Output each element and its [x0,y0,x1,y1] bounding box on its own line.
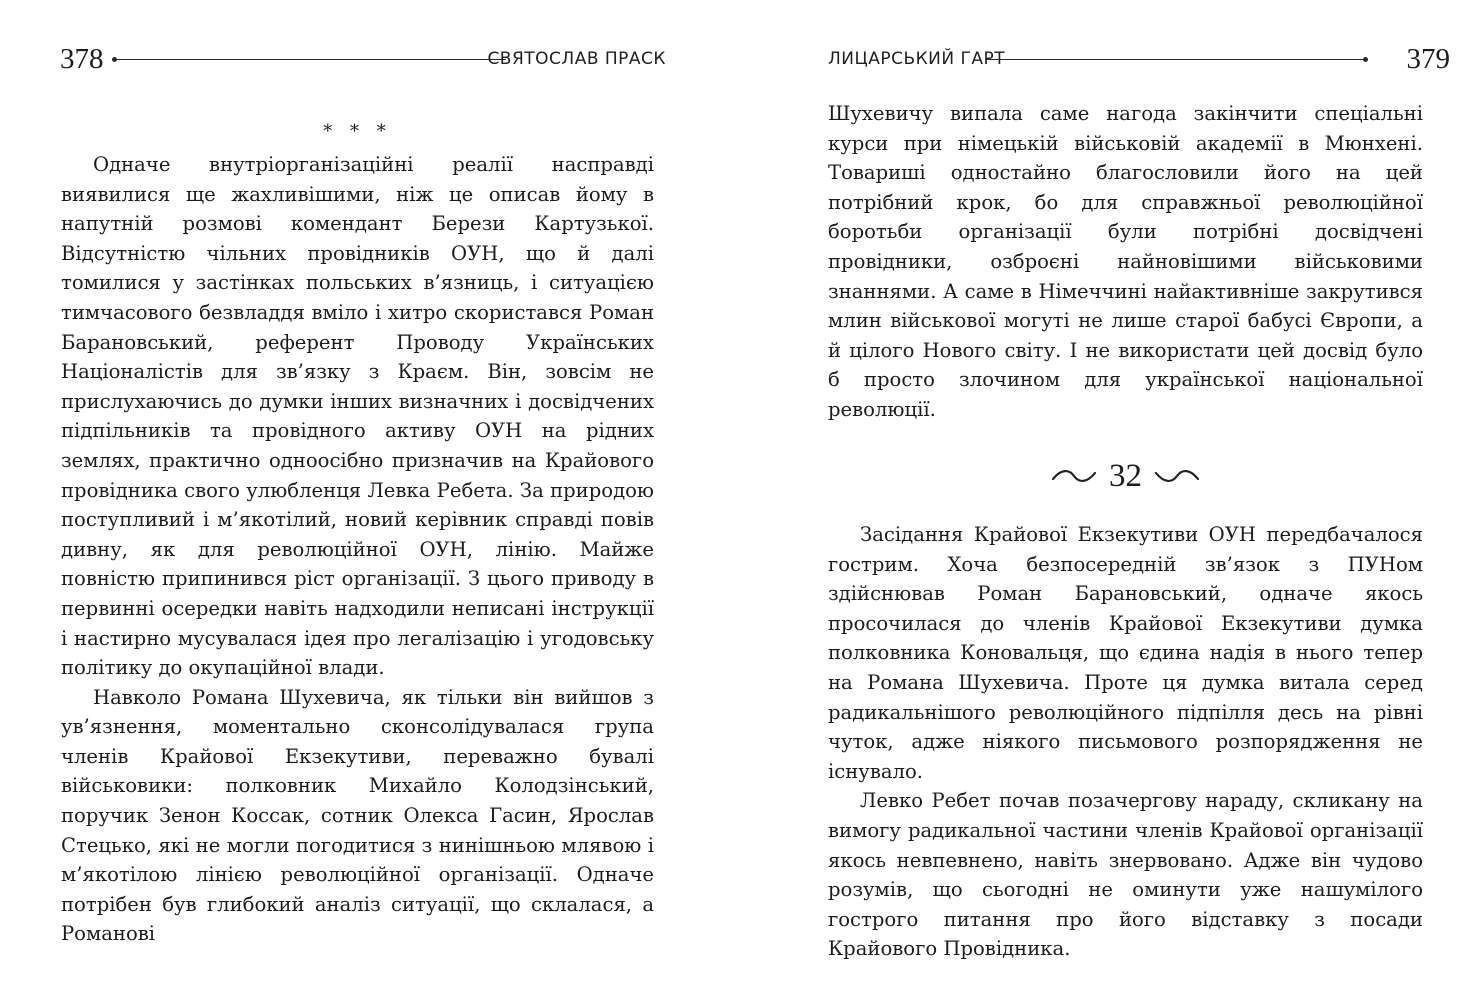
right-page [728,0,1457,1000]
right-body-text-top [828,99,1423,425]
paragraph: Одначе внутріорганізаційні реалії насправді виявилися ще жахливішими, ніж це описав йому в напутній розмові комендант Берези Картузької. Відсутністю чільних провідників ОУН, що й далі томилися у застінках польських в’язниць, і ситуацією тимчасового безвладдя вміло і хитро скористався Роман Барановський, референт Проводу Українських Націоналістів для зв’язку з Краєм. Він, зовсім не прислухаючись до думки інших визначних і досвідчених підпільників та провідного активу ОУН на рідних землях, практично одноосібно призначив на Крайового провідника свого улюбленця Левка Ребета. За природою поступливий і м’якотілий, новий керівник справді повів дивну, як для революційної ОУН, лінію. Майже повністю припинився ріст організації. З цього приводу в первинні осередки навіть надходили неписані інструкції і настирно мусувалася ідея про легалізацію і угодовську політику до окупаційної влади. [61,153,654,680]
left-body-text [61,150,654,949]
swash-ornament-left-icon [1051,466,1097,486]
chapter-heading [828,456,1423,496]
swash-ornament-right-icon [1154,466,1200,486]
paragraph: Навколо Романа Шухевича, як тільки він вийшов з ув’язнення, моментально сконсолідувалася група членів Крайової Екзекутиви, переважно бувалі військовики: полковник Михайло Колодзінський, поручик Зенон Коссак, сотник Олекса Гасин, Ярослав Стецько, які не могли погодитися з нинішньою млявою і м’якотілою лінією революційної організації. Одначе потрібен був глибокий аналіз ситуації, що склалася, а Романові [61,685,654,946]
author-name: СВЯТОСЛАВ ПРАСК [487,49,666,69]
page-number-left: 378 [60,43,104,75]
left-running-head [60,42,666,78]
header-rule-left [114,59,506,60]
book-title: ЛИЦАРСЬКИЙ ГАРТ [828,49,1006,69]
chapter-number: 32 [1109,458,1142,494]
paragraph: Засідання Крайової Екзекутиви ОУН передбачалося гострим. Хоча безпосередній зв’язок з ПУНом здійснював Роман Барановський, одначе якось просочилася до членів Крайової Екзекутиви думка полковника Коновальця, що єдина надія в нього тепер на Романа Шухевича. Проте ця думка витала серед радикальнішого революційного підпілля десь на рівні чуток, адже ніякого письмового розпорядження не існувало. [828,523,1423,783]
paragraph: Шухевичу випала саме нагода закінчити спеціальні курси при німецькій військовій академії в Мюнхені. Товариші одностайно благословили його на цей потрібний крок, бо для справжньої революційної боротьби організації були потрібні досвідчені провідники, озброєні найновішими військовими знаннями. А саме в Німеччині найактивніше закрутився млин військової могуті не лише старої бабусі Європи, а й цілого Нового світу. І не використати цей досвід було б просто злочином для української національної революції. [828,102,1423,421]
header-rule-right [986,59,1366,60]
right-running-head [828,42,1450,78]
left-page [0,0,728,1000]
page-number-right: 379 [1406,43,1450,75]
right-body-text-bottom [828,520,1423,964]
paragraph: Левко Ребет почав позачергову нараду, скликану на вимогу радикальної частини членів Крайової організації якось невпевнено, навіть знервовано. Адже він чудово розумів, що сьогодні не оминути уже нашумілого гострого питання про його відставку з посади Крайового Провідника. [828,789,1423,961]
section-break: * * * [323,121,392,142]
